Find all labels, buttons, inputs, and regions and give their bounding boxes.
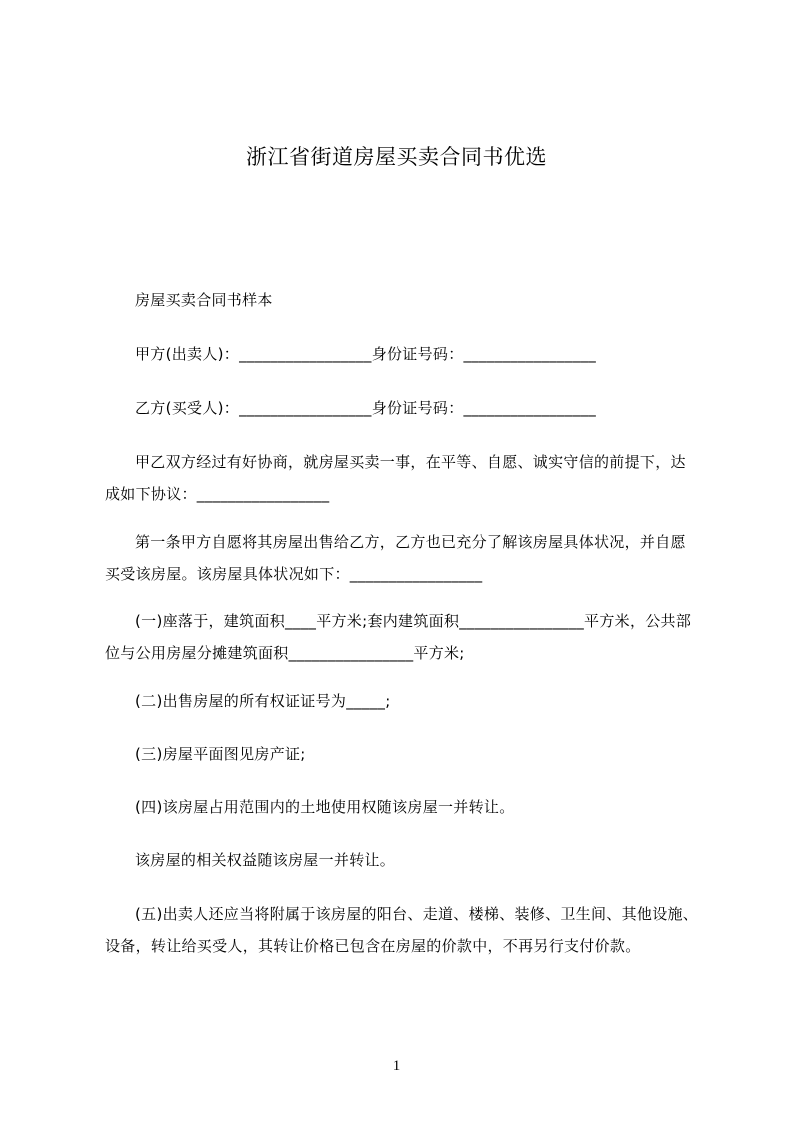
document-title: 浙江省街道房屋买卖合同书优选: [246, 145, 547, 169]
paragraph-heading: 房屋买卖合同书样本: [135, 291, 273, 309]
paragraph-item-1: (一)座落于，建筑面积____平方米;套内建筑面积________________平方米，公共部位与公用房屋分摊建筑面积________________平方米;: [105, 612, 692, 662]
paragraph-item-3: (三)房屋平面图见房产证;: [135, 745, 306, 763]
page-number: 1: [392, 1058, 401, 1074]
paragraph-item-5: (五)出卖人还应当将附属于该房屋的阳台、走道、楼梯、装修、卫生间、其他设施、设备，转让给买受人，其转让价格已包含在房屋的价款中，不再另行支付价款。: [105, 905, 699, 955]
paragraph-party-a: 甲方(出卖人)：_________________身份证号码：_________________: [135, 345, 597, 363]
paragraph-agreement: 甲乙双方经过有好协商，就房屋买卖一事，在平等、自愿、诚实守信的前提下，达成如下协议：_________________: [105, 453, 686, 503]
paragraph-item-2: (二)出售房屋的所有权证证号为_____;: [135, 692, 391, 710]
paragraph-article-1: 第一条甲方自愿将其房屋出售给乙方，乙方也已充分了解该房屋具体状况，并自愿买受该房屋。该房屋具体状况如下：_________________: [105, 533, 686, 583]
paragraph-rights: 该房屋的相关权益随该房屋一并转让。: [135, 851, 396, 869]
paragraph-party-b: 乙方(买受人)：_________________身份证号码：_________________: [135, 399, 597, 417]
paragraph-item-4: (四)该房屋占用范围内的土地使用权随该房屋一并转让。: [135, 798, 515, 816]
